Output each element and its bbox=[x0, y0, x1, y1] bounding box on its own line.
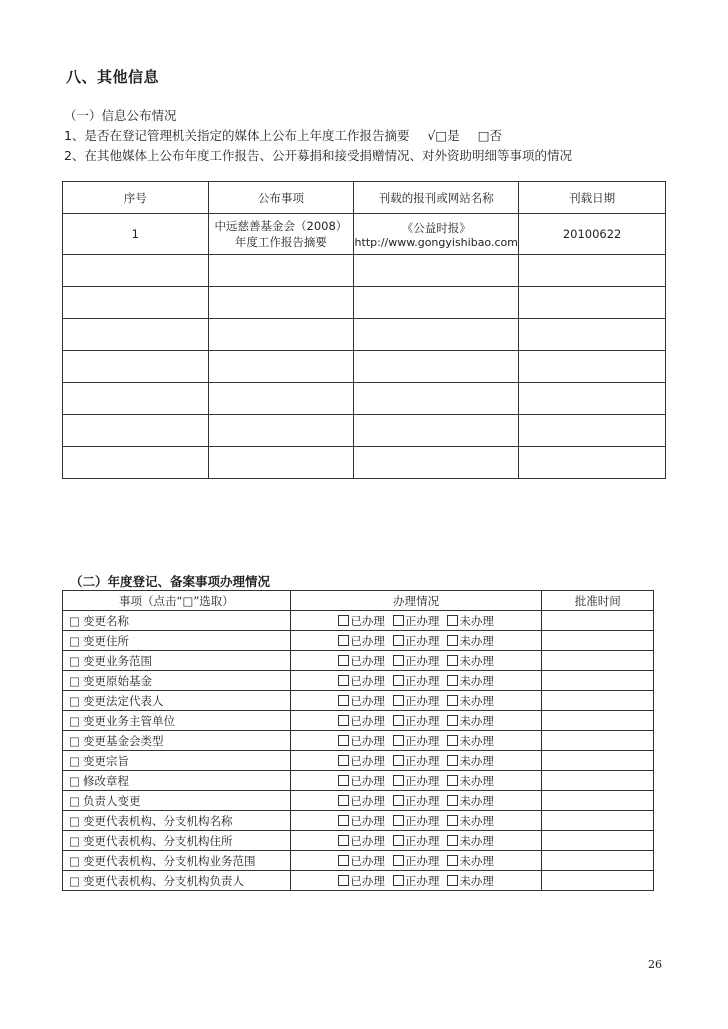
empty-cell[interactable] bbox=[354, 319, 519, 351]
page-number: 26 bbox=[648, 958, 662, 971]
status-cell bbox=[290, 651, 542, 671]
checkbox-icon[interactable] bbox=[338, 795, 349, 806]
empty-cell[interactable] bbox=[63, 351, 209, 383]
table-row bbox=[63, 691, 654, 711]
empty-cell[interactable] bbox=[208, 447, 354, 479]
status-option-not-done[interactable] bbox=[447, 634, 494, 648]
status-option-done[interactable] bbox=[338, 654, 385, 668]
status-option-in-progress[interactable] bbox=[393, 794, 440, 808]
item-label: 变更名称 bbox=[83, 613, 129, 628]
status-label: 未办理 bbox=[459, 773, 494, 788]
status-cell bbox=[290, 851, 542, 871]
status-option-not-done[interactable] bbox=[447, 874, 494, 888]
header-item: 事项（点击“□”选取） bbox=[63, 591, 291, 611]
section-2-title: （二）年度登记、备案事项办理情况 bbox=[70, 574, 271, 589]
status-option-done[interactable] bbox=[338, 714, 385, 728]
empty-cell[interactable] bbox=[354, 255, 519, 287]
item-cell bbox=[63, 671, 291, 691]
item-checkbox[interactable]: □ bbox=[69, 653, 80, 668]
item-checkbox[interactable]: □ bbox=[69, 773, 80, 788]
status-cell bbox=[290, 871, 542, 891]
status-cell bbox=[290, 811, 542, 831]
status-option-not-done[interactable] bbox=[447, 654, 494, 668]
table-row bbox=[63, 731, 654, 751]
checkbox-icon[interactable] bbox=[447, 835, 458, 846]
status-label: 未办理 bbox=[459, 713, 494, 728]
checkbox-icon[interactable] bbox=[447, 855, 458, 866]
status-cell bbox=[290, 791, 542, 811]
status-option-done[interactable] bbox=[338, 814, 385, 828]
table-row bbox=[63, 791, 654, 811]
status-option-not-done[interactable] bbox=[447, 614, 494, 628]
item-checkbox[interactable]: □ bbox=[69, 733, 80, 748]
item-checkbox[interactable]: □ bbox=[69, 793, 80, 808]
status-label: 正办理 bbox=[404, 633, 440, 648]
status-option-not-done[interactable] bbox=[447, 794, 494, 808]
item-cell bbox=[63, 751, 291, 771]
status-option-done[interactable] bbox=[338, 634, 385, 648]
table-row bbox=[63, 831, 654, 851]
empty-cell[interactable] bbox=[63, 447, 209, 479]
status-option-in-progress[interactable] bbox=[393, 694, 440, 708]
publication-table-header bbox=[63, 182, 666, 214]
approval-time-cell[interactable] bbox=[542, 851, 654, 871]
status-option-not-done[interactable] bbox=[447, 674, 494, 688]
status-option-not-done[interactable] bbox=[447, 774, 494, 788]
status-option-in-progress[interactable] bbox=[393, 634, 440, 648]
status-cell bbox=[290, 751, 542, 771]
status-option-in-progress[interactable] bbox=[393, 654, 440, 668]
checkbox-icon[interactable] bbox=[447, 655, 458, 666]
status-label: 正办理 bbox=[404, 673, 440, 688]
registration-table-header bbox=[63, 591, 654, 611]
item-cell bbox=[63, 651, 291, 671]
checkbox-icon[interactable] bbox=[447, 615, 458, 626]
header-approval-time: 批准时间 bbox=[542, 591, 654, 611]
status-label: 未办理 bbox=[459, 613, 494, 628]
status-option-done[interactable] bbox=[338, 674, 385, 688]
empty-cell[interactable] bbox=[519, 415, 666, 447]
checkbox-icon[interactable] bbox=[393, 855, 404, 866]
status-label: 正办理 bbox=[404, 813, 440, 828]
status-label: 已办理 bbox=[350, 713, 385, 728]
approval-time-cell[interactable] bbox=[542, 771, 654, 791]
item-label: 负责人变更 bbox=[83, 793, 141, 808]
empty-cell[interactable] bbox=[63, 415, 209, 447]
checkbox-icon[interactable] bbox=[338, 735, 349, 746]
empty-cell[interactable] bbox=[208, 383, 354, 415]
registration-table bbox=[62, 590, 654, 891]
cell-publish-date: 20100622 bbox=[519, 214, 666, 255]
status-cell bbox=[290, 771, 542, 791]
approval-time-cell[interactable] bbox=[542, 831, 654, 851]
item-cell bbox=[63, 631, 291, 651]
status-label: 已办理 bbox=[350, 753, 385, 768]
status-label: 已办理 bbox=[350, 773, 385, 788]
item-checkbox[interactable]: □ bbox=[69, 813, 80, 828]
status-option-done[interactable] bbox=[338, 614, 385, 628]
checkbox-icon[interactable] bbox=[338, 835, 349, 846]
checkbox-icon[interactable] bbox=[338, 655, 349, 666]
item-checkbox[interactable]: □ bbox=[69, 613, 80, 628]
table-row bbox=[63, 711, 654, 731]
empty-cell[interactable] bbox=[519, 447, 666, 479]
header-status: 办理情况 bbox=[290, 591, 542, 611]
status-label: 正办理 bbox=[404, 793, 440, 808]
approval-time-cell[interactable] bbox=[542, 751, 654, 771]
item-cell bbox=[63, 831, 291, 851]
status-cell bbox=[290, 691, 542, 711]
checkbox-icon[interactable] bbox=[393, 615, 404, 626]
status-option-in-progress[interactable] bbox=[393, 714, 440, 728]
status-cell bbox=[290, 831, 542, 851]
status-option-in-progress[interactable] bbox=[393, 834, 440, 848]
section-8-title: 八、其他信息 bbox=[66, 68, 160, 86]
empty-cell[interactable] bbox=[519, 383, 666, 415]
item-label: 变更业务范围 bbox=[83, 653, 152, 668]
item-label: 修改章程 bbox=[83, 773, 129, 788]
status-option-done[interactable] bbox=[338, 774, 385, 788]
status-option-done[interactable] bbox=[338, 694, 385, 708]
empty-cell[interactable] bbox=[519, 255, 666, 287]
table-row bbox=[63, 771, 654, 791]
status-option-not-done[interactable] bbox=[447, 694, 494, 708]
checkbox-icon[interactable] bbox=[447, 775, 458, 786]
status-label: 已办理 bbox=[350, 873, 385, 888]
status-label: 已办理 bbox=[350, 613, 385, 628]
approval-time-cell[interactable] bbox=[542, 631, 654, 651]
item-cell bbox=[63, 871, 291, 891]
status-cell bbox=[290, 611, 542, 631]
checkbox-icon[interactable] bbox=[338, 715, 349, 726]
status-option-done[interactable] bbox=[338, 754, 385, 768]
status-option-in-progress[interactable] bbox=[393, 614, 440, 628]
table-row bbox=[63, 811, 654, 831]
approval-time-cell[interactable] bbox=[542, 691, 654, 711]
checkbox-icon[interactable] bbox=[447, 715, 458, 726]
item-label: 变更宗旨 bbox=[83, 753, 129, 768]
item-label: 变更法定代表人 bbox=[83, 693, 164, 708]
table-row bbox=[63, 611, 654, 631]
status-option-not-done[interactable] bbox=[447, 814, 494, 828]
status-label: 已办理 bbox=[350, 633, 385, 648]
question-1-yes-option[interactable]: √□是 bbox=[427, 128, 460, 143]
item-checkbox[interactable]: □ bbox=[69, 853, 80, 868]
publication-table bbox=[62, 181, 666, 479]
approval-time-cell[interactable] bbox=[542, 811, 654, 831]
checkbox-icon[interactable] bbox=[338, 775, 349, 786]
checkbox-icon[interactable] bbox=[393, 735, 404, 746]
status-option-in-progress[interactable] bbox=[393, 774, 440, 788]
empty-cell[interactable] bbox=[519, 351, 666, 383]
status-label: 已办理 bbox=[350, 853, 385, 868]
empty-cell[interactable] bbox=[63, 255, 209, 287]
status-label: 未办理 bbox=[459, 653, 494, 668]
empty-cell[interactable] bbox=[354, 287, 519, 319]
status-label: 已办理 bbox=[350, 833, 385, 848]
approval-time-cell[interactable] bbox=[542, 871, 654, 891]
table-row-empty bbox=[63, 383, 666, 415]
published-item-line-2: 年度工作报告摘要 bbox=[234, 235, 327, 249]
checkbox-icon[interactable] bbox=[393, 715, 404, 726]
table-row bbox=[63, 651, 654, 671]
empty-cell[interactable] bbox=[208, 415, 354, 447]
status-label: 未办理 bbox=[459, 813, 494, 828]
status-option-done[interactable] bbox=[338, 794, 385, 808]
table-row bbox=[63, 671, 654, 691]
item-label: 变更代表机构、分支机构名称 bbox=[83, 813, 233, 828]
status-option-in-progress[interactable] bbox=[393, 734, 440, 748]
checkbox-icon[interactable] bbox=[393, 775, 404, 786]
header-publish-date: 刊载日期 bbox=[519, 182, 666, 214]
checkbox-icon[interactable] bbox=[447, 635, 458, 646]
status-option-done[interactable] bbox=[338, 734, 385, 748]
status-label: 已办理 bbox=[350, 813, 385, 828]
status-option-in-progress[interactable] bbox=[393, 674, 440, 688]
status-cell bbox=[290, 731, 542, 751]
media-name-line-1: 《公益时报》 bbox=[401, 220, 471, 235]
status-option-in-progress[interactable] bbox=[393, 814, 440, 828]
status-label: 已办理 bbox=[350, 733, 385, 748]
item-label: 变更住所 bbox=[83, 633, 129, 648]
checkbox-icon[interactable] bbox=[447, 695, 458, 706]
checkbox-icon[interactable] bbox=[393, 795, 404, 806]
status-label: 未办理 bbox=[459, 793, 494, 808]
checkbox-icon[interactable] bbox=[447, 735, 458, 746]
empty-cell[interactable] bbox=[208, 255, 354, 287]
checkbox-icon[interactable] bbox=[338, 635, 349, 646]
published-item-line-1: 中远慈善基金会（2008） bbox=[214, 219, 348, 233]
table-row-empty bbox=[63, 255, 666, 287]
empty-cell[interactable] bbox=[63, 383, 209, 415]
empty-cell[interactable] bbox=[519, 319, 666, 351]
checkbox-icon[interactable] bbox=[338, 815, 349, 826]
table-row bbox=[63, 631, 654, 651]
empty-cell[interactable] bbox=[519, 287, 666, 319]
item-checkbox[interactable]: □ bbox=[69, 873, 80, 888]
item-label: 变更原始基金 bbox=[83, 673, 152, 688]
status-label: 未办理 bbox=[459, 833, 494, 848]
item-cell bbox=[63, 811, 291, 831]
checkbox-icon[interactable] bbox=[338, 875, 349, 886]
approval-time-cell[interactable] bbox=[542, 651, 654, 671]
item-checkbox[interactable]: □ bbox=[69, 673, 80, 688]
checkbox-icon[interactable] bbox=[393, 635, 404, 646]
checkbox-icon[interactable] bbox=[393, 835, 404, 846]
header-published-item: 公布事项 bbox=[208, 182, 354, 214]
approval-time-cell[interactable] bbox=[542, 791, 654, 811]
status-label: 正办理 bbox=[404, 653, 440, 668]
table-row bbox=[63, 751, 654, 771]
cell-media-name bbox=[354, 214, 519, 255]
status-label: 未办理 bbox=[459, 733, 494, 748]
item-cell bbox=[63, 851, 291, 871]
item-checkbox[interactable]: □ bbox=[69, 753, 80, 768]
checkbox-icon[interactable] bbox=[338, 695, 349, 706]
checkbox-icon[interactable] bbox=[338, 755, 349, 766]
item-label: 变更代表机构、分支机构住所 bbox=[83, 833, 233, 848]
checkbox-icon[interactable] bbox=[393, 875, 404, 886]
item-cell bbox=[63, 731, 291, 751]
checkbox-icon[interactable] bbox=[338, 615, 349, 626]
approval-time-cell[interactable] bbox=[542, 671, 654, 691]
status-option-done[interactable] bbox=[338, 854, 385, 868]
item-cell bbox=[63, 611, 291, 631]
status-option-in-progress[interactable] bbox=[393, 754, 440, 768]
checkbox-icon[interactable] bbox=[338, 855, 349, 866]
checkbox-icon[interactable] bbox=[447, 815, 458, 826]
checkbox-icon[interactable] bbox=[338, 675, 349, 686]
item-cell bbox=[63, 771, 291, 791]
table-row bbox=[63, 214, 666, 255]
status-option-not-done[interactable] bbox=[447, 854, 494, 868]
status-option-not-done[interactable] bbox=[447, 734, 494, 748]
media-url[interactable]: http://www.gongyishibao.com bbox=[354, 235, 518, 249]
status-label: 正办理 bbox=[404, 853, 440, 868]
status-label: 未办理 bbox=[459, 753, 494, 768]
item-label: 变更代表机构、分支机构负责人 bbox=[83, 873, 244, 888]
item-cell bbox=[63, 711, 291, 731]
cell-serial-no: 1 bbox=[63, 214, 209, 255]
status-label: 正办理 bbox=[404, 713, 440, 728]
empty-cell[interactable] bbox=[354, 447, 519, 479]
checkbox-icon[interactable] bbox=[447, 875, 458, 886]
item-checkbox[interactable]: □ bbox=[69, 713, 80, 728]
approval-time-cell[interactable] bbox=[542, 711, 654, 731]
checkbox-icon[interactable] bbox=[393, 655, 404, 666]
status-label: 未办理 bbox=[459, 853, 494, 868]
status-option-done[interactable] bbox=[338, 874, 385, 888]
table-row-empty bbox=[63, 319, 666, 351]
empty-cell[interactable] bbox=[354, 351, 519, 383]
status-cell bbox=[290, 671, 542, 691]
approval-time-cell[interactable] bbox=[542, 611, 654, 631]
status-label: 正办理 bbox=[404, 873, 440, 888]
header-media-name: 刊载的报刊或网站名称 bbox=[354, 182, 519, 214]
status-option-in-progress[interactable] bbox=[393, 854, 440, 868]
item-checkbox[interactable]: □ bbox=[69, 833, 80, 848]
approval-time-cell[interactable] bbox=[542, 731, 654, 751]
question-1-no-option[interactable]: □否 bbox=[477, 128, 503, 143]
status-label: 未办理 bbox=[459, 693, 494, 708]
checkbox-icon[interactable] bbox=[393, 675, 404, 686]
status-option-not-done[interactable] bbox=[447, 754, 494, 768]
empty-cell[interactable] bbox=[208, 351, 354, 383]
checkbox-icon[interactable] bbox=[393, 695, 404, 706]
subsection-1-title: （一）信息公布情况 bbox=[64, 108, 177, 123]
table-row-empty bbox=[63, 287, 666, 319]
table-row-empty bbox=[63, 351, 666, 383]
status-label: 已办理 bbox=[350, 673, 385, 688]
item-cell bbox=[63, 691, 291, 711]
status-label: 正办理 bbox=[404, 753, 440, 768]
item-label: 变更业务主管单位 bbox=[83, 713, 175, 728]
status-option-not-done[interactable] bbox=[447, 834, 494, 848]
status-label: 未办理 bbox=[459, 873, 494, 888]
table-row bbox=[63, 851, 654, 871]
status-label: 未办理 bbox=[459, 673, 494, 688]
item-cell bbox=[63, 791, 291, 811]
item-checkbox[interactable]: □ bbox=[69, 633, 80, 648]
table-row bbox=[63, 871, 654, 891]
empty-cell[interactable] bbox=[208, 319, 354, 351]
checkbox-icon[interactable] bbox=[393, 815, 404, 826]
item-label: 变更基金会类型 bbox=[83, 733, 164, 748]
item-checkbox[interactable]: □ bbox=[69, 693, 80, 708]
checkbox-icon[interactable] bbox=[393, 755, 404, 766]
status-label: 正办理 bbox=[404, 693, 440, 708]
header-serial-no: 序号 bbox=[63, 182, 209, 214]
empty-cell[interactable] bbox=[354, 383, 519, 415]
checkbox-icon[interactable] bbox=[447, 755, 458, 766]
empty-cell[interactable] bbox=[208, 287, 354, 319]
status-option-done[interactable] bbox=[338, 834, 385, 848]
empty-cell[interactable] bbox=[63, 319, 209, 351]
status-label: 已办理 bbox=[350, 793, 385, 808]
table-row-empty bbox=[63, 415, 666, 447]
status-label: 正办理 bbox=[404, 833, 440, 848]
checkbox-icon[interactable] bbox=[447, 675, 458, 686]
status-cell bbox=[290, 711, 542, 731]
question-2: 2、在其他媒体上公布年度工作报告、公开募捐和接受捐赠情况、对外资助明细等事项的情况 bbox=[64, 148, 572, 163]
status-label: 已办理 bbox=[350, 653, 385, 668]
empty-cell[interactable] bbox=[354, 415, 519, 447]
status-label: 未办理 bbox=[459, 633, 494, 648]
checkbox-icon[interactable] bbox=[447, 795, 458, 806]
question-1 bbox=[64, 126, 502, 144]
empty-cell[interactable] bbox=[63, 287, 209, 319]
status-label: 正办理 bbox=[404, 613, 440, 628]
cell-published-item bbox=[208, 214, 354, 255]
status-option-not-done[interactable] bbox=[447, 714, 494, 728]
status-option-in-progress[interactable] bbox=[393, 874, 440, 888]
table-row-empty bbox=[63, 447, 666, 479]
status-cell bbox=[290, 631, 542, 651]
question-1-text: 1、是否在登记管理机关指定的媒体上公布上年度工作报告摘要 bbox=[64, 128, 410, 143]
status-label: 正办理 bbox=[404, 773, 440, 788]
status-label: 已办理 bbox=[350, 693, 385, 708]
status-label: 正办理 bbox=[404, 733, 440, 748]
item-label: 变更代表机构、分支机构业务范围 bbox=[83, 853, 256, 868]
